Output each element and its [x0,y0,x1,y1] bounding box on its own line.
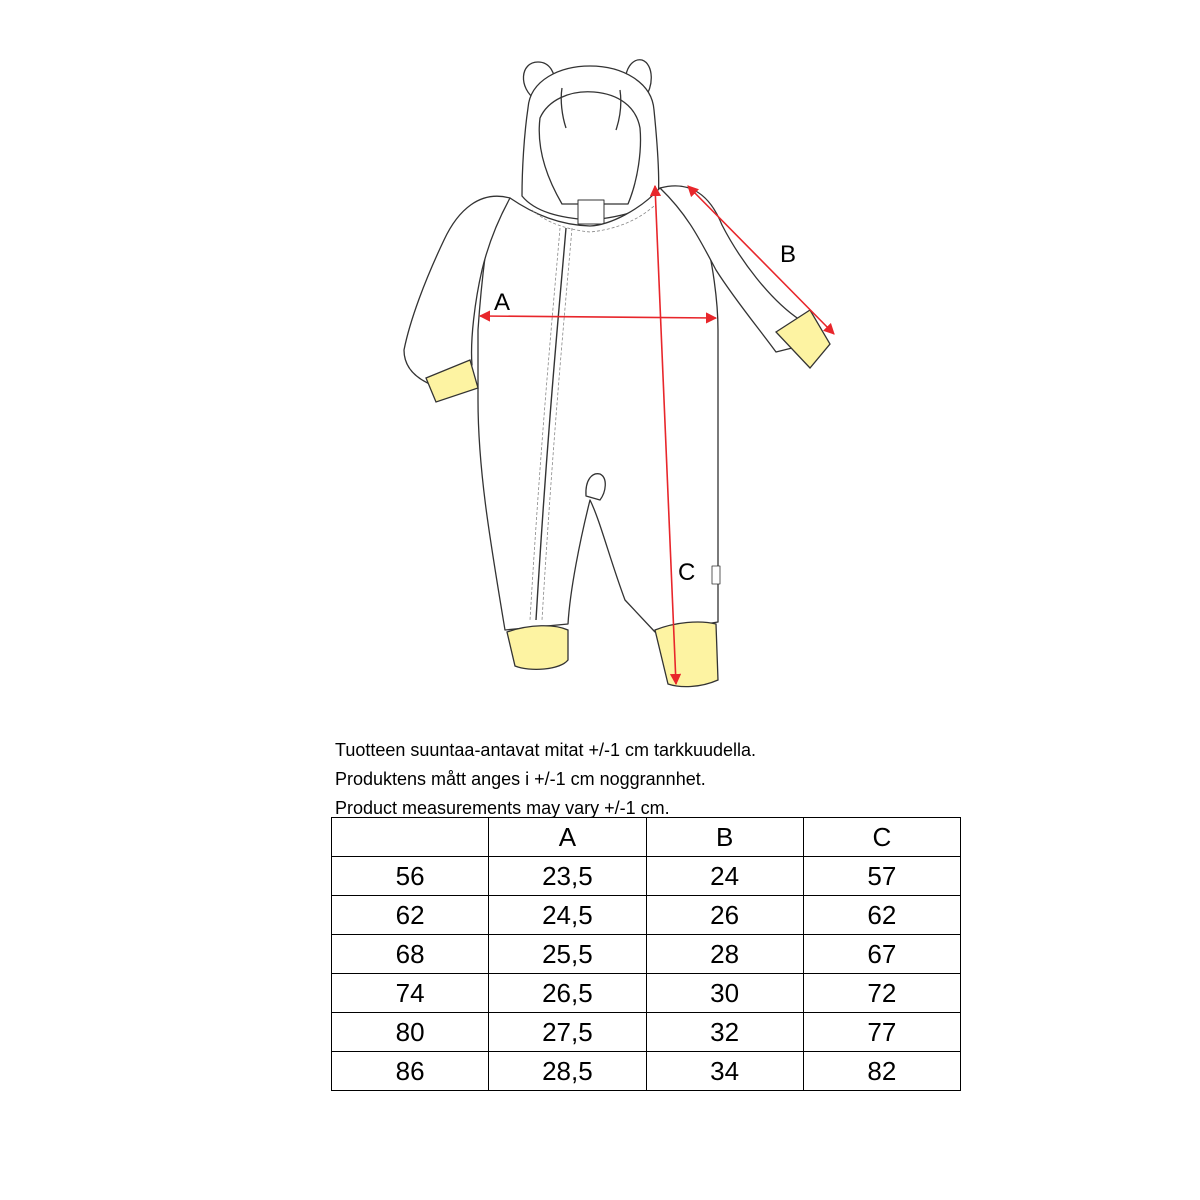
cell-size: 56 [332,857,489,896]
jumpsuit-drawing [404,60,807,632]
cell-b: 26 [646,896,803,935]
cell-a: 28,5 [489,1052,646,1091]
header-b: B [646,818,803,857]
header-c: C [803,818,960,857]
cell-b: 24 [646,857,803,896]
cell-c: 82 [803,1052,960,1091]
cell-a: 23,5 [489,857,646,896]
cell-size: 62 [332,896,489,935]
measure-a-label: A [494,289,511,316]
table-row [332,1013,961,1052]
hood-inner [539,92,640,204]
cell-size: 80 [332,1013,489,1052]
cell-c: 62 [803,896,960,935]
table-row [332,1052,961,1091]
cell-b: 30 [646,974,803,1013]
cell-c: 57 [803,857,960,896]
header-size [332,818,489,857]
cell-size: 74 [332,974,489,1013]
cell-size: 86 [332,1052,489,1091]
note-finnish: Tuotteen suuntaa-antavat mitat +/-1 cm tarkkuudella. [335,740,757,760]
cell-a: 27,5 [489,1013,646,1052]
cell-c: 72 [803,974,960,1013]
cell-b: 32 [646,1013,803,1052]
table-row [332,896,961,935]
table-row [332,935,961,974]
table-row [332,857,961,896]
cell-b: 34 [646,1052,803,1091]
note-english: Product measurements may vary +/-1 cm. [335,798,670,818]
size-chart-table [331,817,961,1091]
cell-size: 68 [332,935,489,974]
right-leg-cuff [655,622,718,687]
header-a: A [489,818,646,857]
side-tag [712,566,720,584]
cell-b: 28 [646,935,803,974]
measure-c-label: C [678,559,696,586]
cell-c: 77 [803,1013,960,1052]
cell-a: 26,5 [489,974,646,1013]
neck-label [578,200,604,224]
left-leg-cuff [507,626,568,670]
cell-c: 67 [803,935,960,974]
cell-a: 25,5 [489,935,646,974]
measure-b-label: B [780,241,797,268]
cell-a: 24,5 [489,896,646,935]
table-row [332,974,961,1013]
table-header-row [332,818,961,857]
note-swedish: Produktens mått anges i +/-1 cm noggrannhet. [335,769,706,789]
measurement-notes [335,736,975,823]
